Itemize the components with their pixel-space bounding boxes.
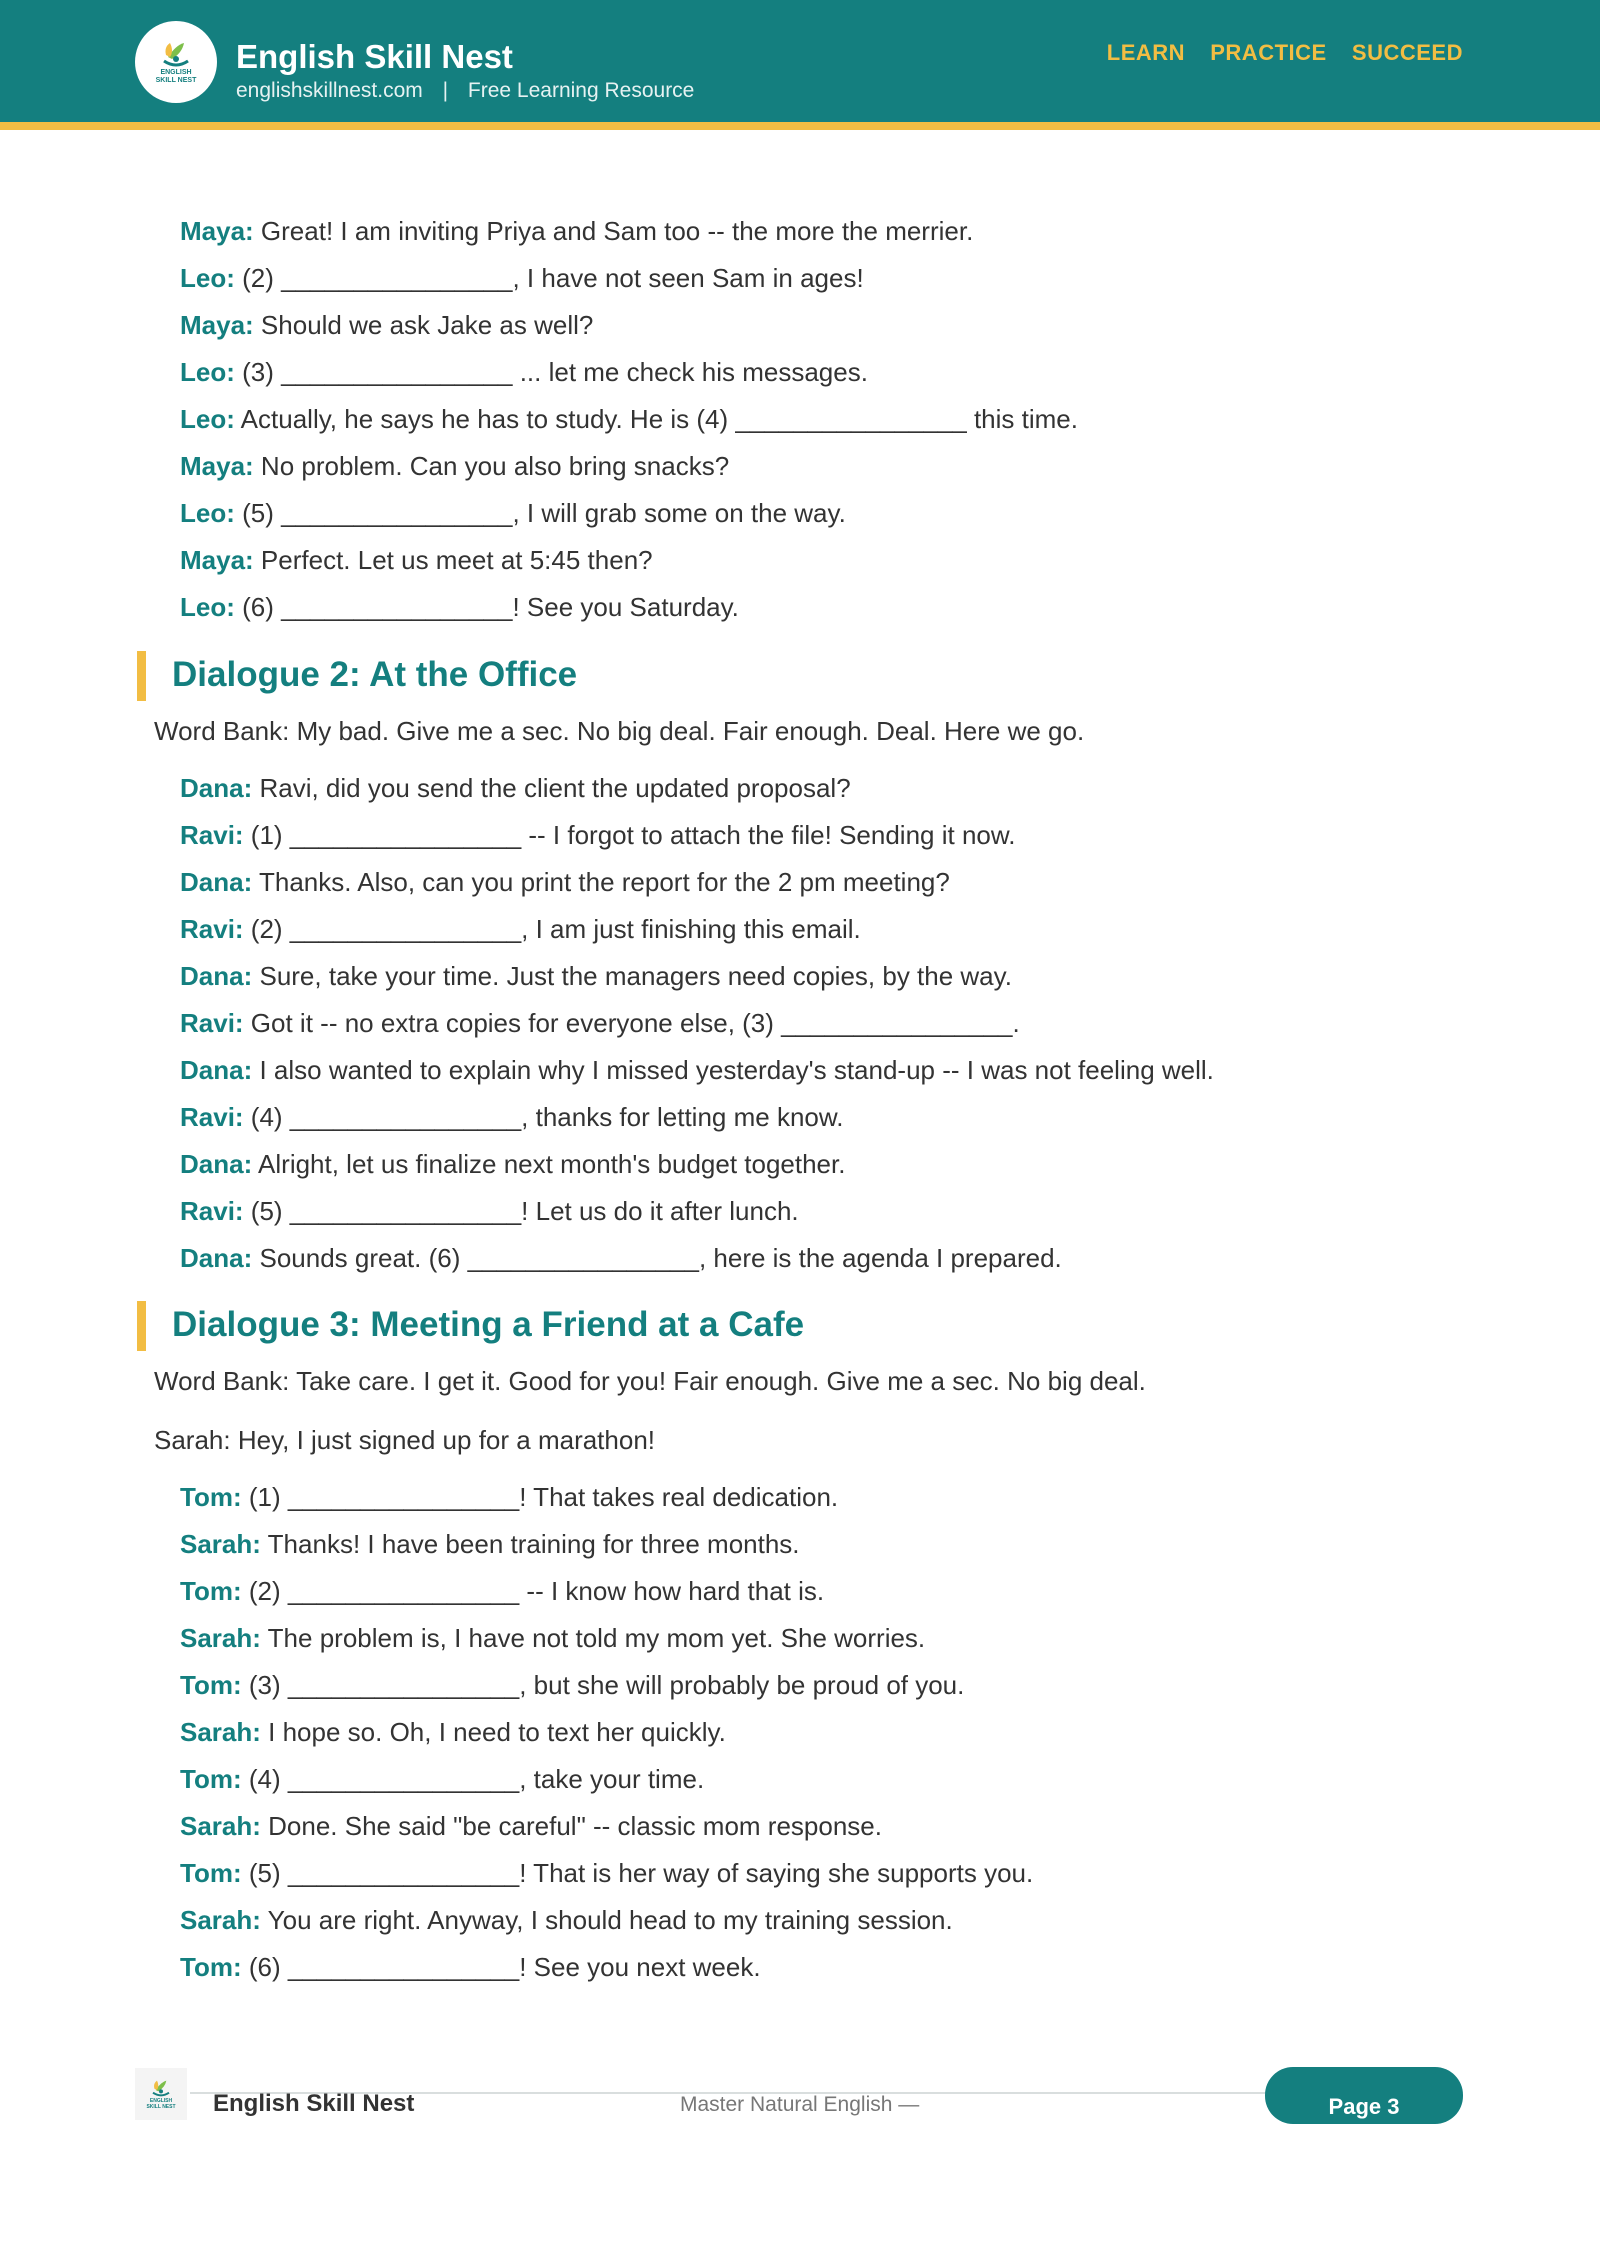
subtitle-separator: | — [442, 79, 449, 102]
line-text: (5) ________________! That is her way of saying she supports you. — [241, 1858, 1034, 1888]
page-number: Page 3 — [1328, 2094, 1400, 2119]
dialogue-line — [180, 866, 950, 898]
speaker-name: Tom: — [180, 1858, 242, 1888]
speaker-name: Maya: — [180, 451, 254, 481]
line-text: The problem is, I have not told my mom yet. She worries. — [260, 1623, 926, 1653]
dialogue-line — [180, 960, 1012, 992]
dialogue-line — [180, 1622, 925, 1654]
speaker-name: Sarah: — [180, 1717, 261, 1747]
word-bank: Word Bank: My bad. Give me a sec. No big deal. Fair enough. Deal. Here we go. — [154, 716, 1085, 746]
dialogue-line — [180, 309, 593, 341]
speaker-name: Maya: — [180, 545, 254, 575]
dialogue-line — [180, 772, 851, 804]
dialogue-line — [180, 1857, 1033, 1889]
dialogue-line — [180, 1669, 964, 1701]
dialogue-line — [180, 1575, 824, 1607]
dialogue-line — [180, 1528, 800, 1560]
footer-slogan: Master Natural English — — [680, 2093, 920, 2116]
line-text: (6) ________________! See you next week. — [241, 1952, 761, 1982]
line-text: (4) ________________, take your time. — [241, 1764, 705, 1794]
line-text: No problem. Can you also bring snacks? — [253, 451, 730, 481]
dialogue-line — [180, 1763, 704, 1795]
dialogue-line — [180, 913, 861, 945]
line-text: (6) ________________! See you Saturday. — [234, 592, 739, 622]
footer-brand: English Skill Nest — [213, 2090, 415, 2117]
speaker-name: Tom: — [180, 1670, 242, 1700]
logo-text-top: ENGLISH — [160, 69, 192, 76]
line-text: Alright, let us finalize next month's budget together. — [252, 1149, 846, 1179]
site-url: englishskillnest.com — [236, 79, 423, 102]
header-gold-rule — [0, 122, 1600, 130]
line-text: Ravi, did you send the client the updated proposal? — [252, 773, 851, 803]
dialogue-line — [180, 1007, 1020, 1039]
speaker-name: Sarah: — [180, 1905, 261, 1935]
line-text: (3) ________________, but she will probably be proud of you. — [241, 1670, 965, 1700]
line-text: Sounds great. (6) ________________, here is the agenda I prepared. — [252, 1243, 1062, 1273]
speaker-name: Dana: — [180, 773, 253, 803]
dialogue-line — [180, 1148, 845, 1180]
line-text: (2) ________________, I have not seen Sam in ages! — [234, 263, 864, 293]
line-text: (2) ________________ -- I know how hard that is. — [241, 1576, 825, 1606]
page-number-badge — [1265, 2067, 1463, 2124]
brand-title: English Skill Nest — [236, 38, 513, 75]
speaker-name: Sarah: — [180, 1811, 261, 1841]
dialogue-line — [180, 215, 973, 247]
speaker-name: Dana: — [180, 1055, 253, 1085]
line-text: (3) ________________ ... let me check his messages. — [234, 357, 868, 387]
header-tagline: LEARN PRACTICE SUCCEED — [1106, 40, 1463, 65]
line-text: I hope so. Oh, I need to text her quickly. — [260, 1717, 726, 1747]
line-text: Thanks. Also, can you print the report for the 2 pm meeting? — [252, 867, 950, 897]
line-text: Actually, he says he has to study. He is (4) ________________ this time. — [234, 404, 1078, 434]
dialogue-line — [180, 1054, 1214, 1086]
speaker-name: Dana: — [180, 1243, 253, 1273]
dialogue-line — [180, 403, 1078, 435]
brand-subtitle — [236, 79, 694, 103]
heading-accent-bar — [137, 1301, 146, 1351]
line-text: Done. She said "be careful" -- classic mom response. — [260, 1811, 882, 1841]
word-bank: Word Bank: Take care. I get it. Good for you! Fair enough. Give me a sec. No big deal. — [154, 1366, 1146, 1396]
line-text: I also wanted to explain why I missed yesterday's stand-up -- I was not feeling well. — [252, 1055, 1214, 1085]
speaker-name: Ravi: — [180, 1008, 244, 1038]
speaker-name: Sarah: — [180, 1623, 261, 1653]
line-text: (1) ________________ -- I forgot to attach the file! Sending it now. — [243, 820, 1016, 850]
speaker-name: Tom: — [180, 1576, 242, 1606]
dialogue-line — [180, 591, 739, 623]
speaker-name: Ravi: — [180, 914, 244, 944]
line-text: Should we ask Jake as well? — [253, 310, 594, 340]
line-text: Perfect. Let us meet at 5:45 then? — [253, 545, 653, 575]
subtitle-text: Free Learning Resource — [467, 79, 695, 102]
line-text: Got it -- no extra copies for everyone else, (3) ________________. — [243, 1008, 1020, 1038]
dialogue-line — [180, 262, 864, 294]
line-text: Sure, take your time. Just the managers need copies, by the way. — [252, 961, 1012, 991]
dialogue-intro: Sarah: Hey, I just signed up for a marathon! — [154, 1425, 656, 1455]
speaker-name: Leo: — [180, 592, 235, 622]
speaker-name: Dana: — [180, 867, 253, 897]
line-text: Great! I am inviting Priya and Sam too -- the more the merrier. — [253, 216, 974, 246]
speaker-name: Dana: — [180, 961, 253, 991]
brand-logo — [135, 21, 217, 103]
speaker-name: Leo: — [180, 263, 235, 293]
speaker-name: Maya: — [180, 216, 254, 246]
dialogue-line — [180, 1716, 726, 1748]
speaker-name: Ravi: — [180, 1102, 244, 1132]
line-text: Thanks! I have been training for three months. — [260, 1529, 800, 1559]
nest-leaf-icon — [147, 2078, 175, 2098]
speaker-name: Leo: — [180, 498, 235, 528]
speaker-name: Leo: — [180, 357, 235, 387]
dialogue-line — [180, 1195, 799, 1227]
logo-text-bottom: SKILL NEST — [155, 77, 197, 84]
speaker-name: Sarah: — [180, 1529, 261, 1559]
dialogue-line — [180, 497, 846, 529]
dialogue-line — [180, 1481, 838, 1513]
section-title: Dialogue 3: Meeting a Friend at a Cafe — [172, 1305, 805, 1344]
dialogue-line — [180, 1810, 882, 1842]
speaker-name: Ravi: — [180, 1196, 244, 1226]
dialogue-line — [180, 819, 1015, 851]
line-text: (5) ________________! Let us do it after lunch. — [243, 1196, 799, 1226]
heading-accent-bar — [137, 651, 146, 701]
footer-logo-text-bottom: SKILL NEST — [146, 2104, 176, 2110]
footer-logo-text-top: ENGLISH — [149, 2098, 173, 2104]
dialogue-line — [180, 356, 868, 388]
dialogue-line — [180, 1904, 953, 1936]
dialogue-line — [180, 544, 653, 576]
dialogue-line — [180, 1951, 761, 1983]
speaker-name: Ravi: — [180, 820, 244, 850]
speaker-name: Tom: — [180, 1952, 242, 1982]
speaker-name: Leo: — [180, 404, 235, 434]
section-title: Dialogue 2: At the Office — [172, 655, 578, 694]
line-text: (2) ________________, I am just finishing this email. — [243, 914, 861, 944]
line-text: You are right. Anyway, I should head to my training session. — [260, 1905, 953, 1935]
footer-logo — [135, 2068, 187, 2120]
dialogue-line — [180, 450, 729, 482]
line-text: (5) ________________, I will grab some on the way. — [234, 498, 846, 528]
line-text: (4) ________________, thanks for letting me know. — [243, 1102, 844, 1132]
speaker-name: Maya: — [180, 310, 254, 340]
page-header — [0, 0, 1600, 122]
speaker-name: Tom: — [180, 1482, 242, 1512]
nest-leaf-icon — [156, 39, 196, 69]
line-text: (1) ________________! That takes real dedication. — [241, 1482, 839, 1512]
dialogue-line — [180, 1242, 1062, 1274]
dialogue-line — [180, 1101, 843, 1133]
speaker-name: Dana: — [180, 1149, 253, 1179]
speaker-name: Tom: — [180, 1764, 242, 1794]
